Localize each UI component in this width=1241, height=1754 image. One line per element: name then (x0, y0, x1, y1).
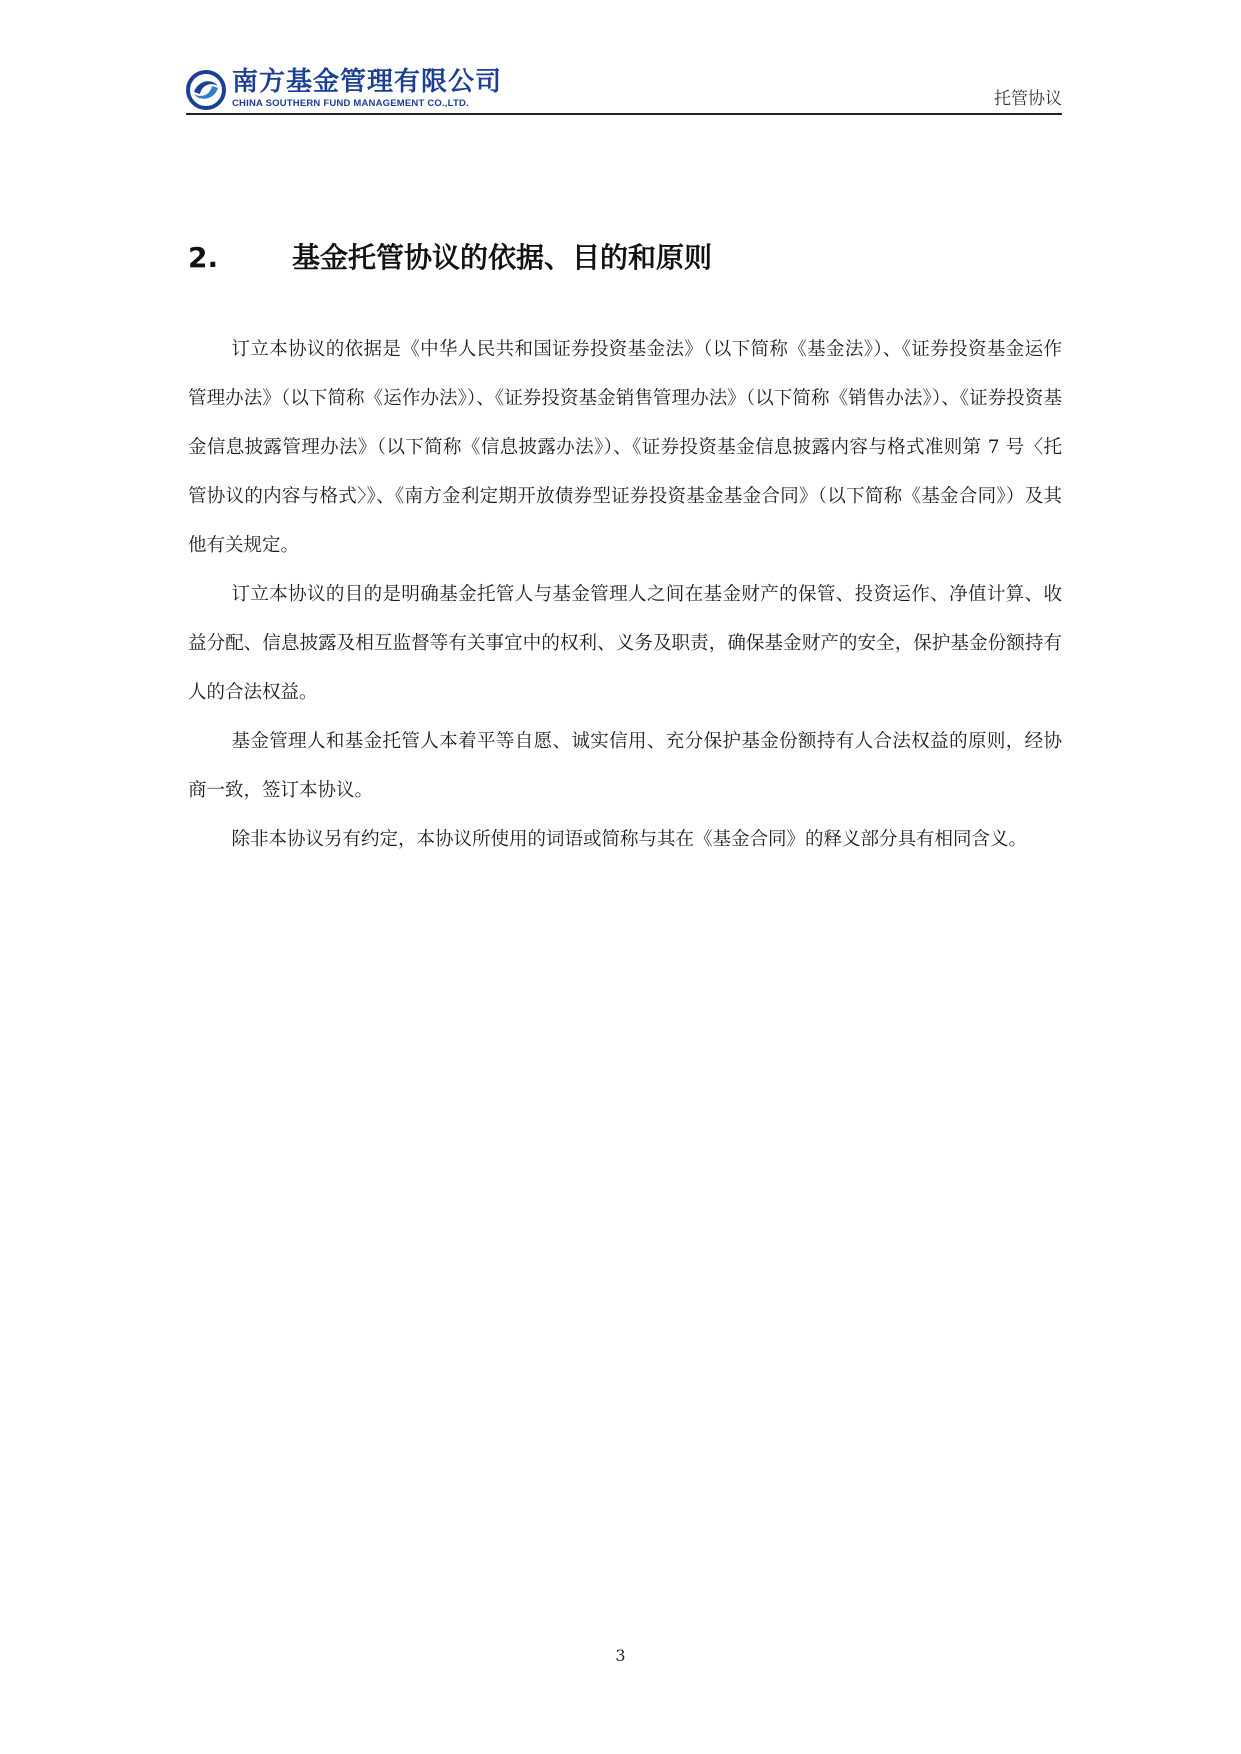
body-paragraph: 除非本协议另有约定，本协议所使用的词语或简称与其在《基金合同》的释义部分具有相同含义。 (231, 829, 1027, 850)
body-paragraph: 订立本协议的依据是《中华人民共和国证券投资基金法》（以下简称《基金法》）、《证券投资基金运作管理办法》（以下简称《运作办法》）、《证券投资基金销售管理办法》（以下简称《销售办法》）、《证券投资基金信息披露管理办法》（以下简称《信息披露办法》）、《证券投资基金信息披露内容与格式准则第 7 号〈托管协议的内容与格式〉》、《南方金利定期开放债券型证券投资基金基金合同》（以下简称《基金合同》）及其他有关规定。 (188, 339, 1062, 556)
document-body (188, 325, 1062, 864)
company-name-en: CHINA SOUTHERN FUND MANAGEMENT CO.,LTD. (232, 98, 469, 109)
china-southern-fund-logo-icon (186, 70, 226, 110)
section-number: 2. (188, 241, 219, 274)
page-number: 3 (615, 1646, 626, 1665)
body-paragraph: 订立本协议的目的是明确基金托管人与基金管理人之间在基金财产的保管、投资运作、净值计算、收益分配、信息披露及相互监督等有关事宜中的权利、义务及职责，确保基金财产的安全，保护基金份额持有人的合法权益。 (188, 584, 1062, 703)
body-paragraph: 基金管理人和基金托管人本着平等自愿、诚实信用、充分保护基金份额持有人合法权益的原则，经协商一致，签订本协议。 (188, 731, 1062, 801)
company-name-cn: 南方基金管理有限公司 (232, 67, 503, 97)
header-divider (186, 113, 1062, 115)
page-header (186, 66, 1062, 114)
company-logo (186, 66, 536, 114)
section-title: 基金托管协议的依据、目的和原则 (292, 241, 713, 274)
document-type-label: 托管协议 (994, 89, 1062, 109)
